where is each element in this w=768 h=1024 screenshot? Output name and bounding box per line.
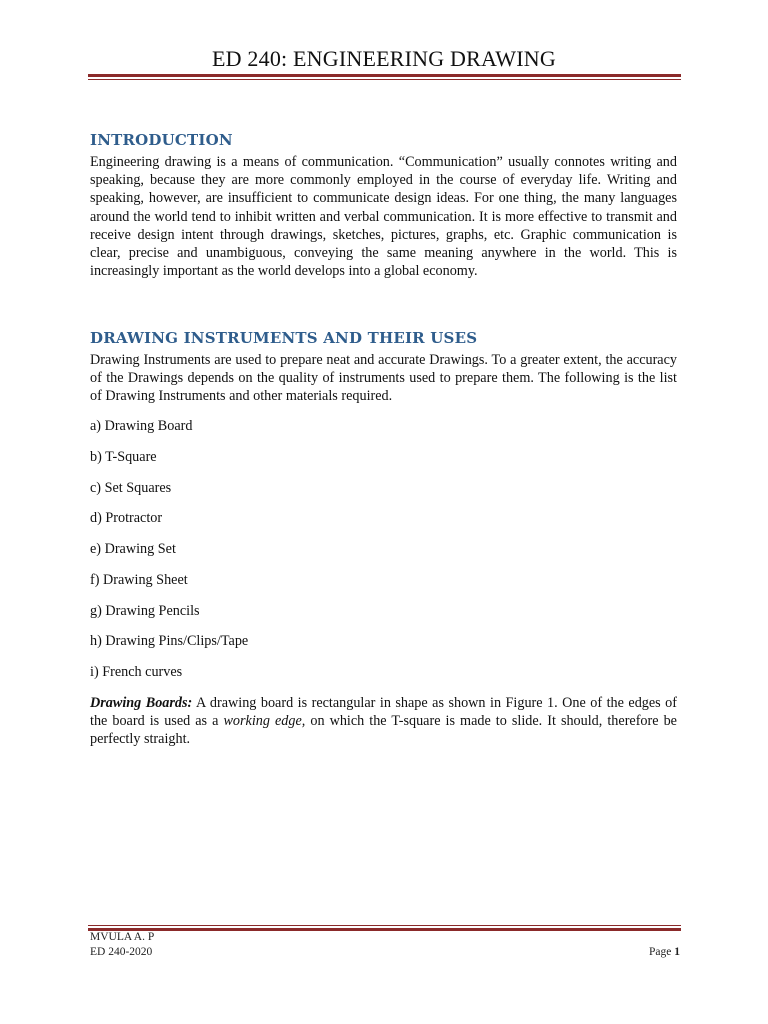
footer-author: MVULA A. P <box>90 931 155 943</box>
footer-rule-thin <box>88 925 681 926</box>
drawing-boards-paragraph <box>90 694 677 749</box>
footer-info <box>90 930 154 960</box>
list-item: g) Drawing Pencils <box>90 603 200 619</box>
list-item: d) Protractor <box>90 510 163 526</box>
page-header-title: ED 240: ENGINEERING DRAWING <box>212 46 556 71</box>
list-item: i) French curves <box>90 664 183 680</box>
list-item: e) Drawing Set <box>90 541 176 557</box>
introduction-heading: INTRODUCTION <box>90 131 233 149</box>
drawing-boards-text-1: A drawing board is rectangular in shape as shown in Figure 1. One of the edges of the board is used as a <box>90 695 677 730</box>
drawing-boards-term: Drawing Boards: <box>90 695 193 711</box>
list-item: c) Set Squares <box>90 480 172 496</box>
list-item: f) Drawing Sheet <box>90 572 188 588</box>
footer-rule-thick <box>88 928 681 931</box>
drawing-boards-text-2: on which the T-square is made to slide. It should, therefore be perfectly straight. <box>90 713 677 748</box>
introduction-paragraph: Engineering drawing is a means of communication. “Communication” usually connotes writing and speaking, because they are more commonly employed in the course of everyday life. Writing and speaking, however, are insufficient to communicate design ideas. For one thing, the many languages around the world tend to inhibit written and verbal communication. It is more effective to transmit and receive design intent through drawings, sketches, pictures, graphs, etc. Graphic communication is clear, precise and unambiguous, conveying the same meaning anywhere in the world. This is increasingly important as the world develops into a global economy. <box>90 154 677 280</box>
instruments-heading: DRAWING INSTRUMENTS AND THEIR USES <box>90 329 478 347</box>
list-item: h) Drawing Pins/Clips/Tape <box>90 633 249 649</box>
list-item: a) Drawing Board <box>90 418 193 434</box>
working-edge-emphasis: working edge, <box>223 713 306 730</box>
page-number-value: 1 <box>674 946 680 958</box>
page-number <box>649 946 680 958</box>
list-item: b) T-Square <box>90 449 157 465</box>
header-rule-thick <box>88 74 681 77</box>
footer-course-code: ED 240-2020 <box>90 946 153 958</box>
header-rule-thin <box>88 79 681 80</box>
page-label: Page <box>649 946 675 958</box>
instruments-paragraph: Drawing Instruments are used to prepare neat and accurate Drawings. To a greater extent, the accuracy of the Drawings depends on the quality of instruments used to prepare them. The following is the list of Drawing Instruments and other materials required. <box>90 352 677 405</box>
